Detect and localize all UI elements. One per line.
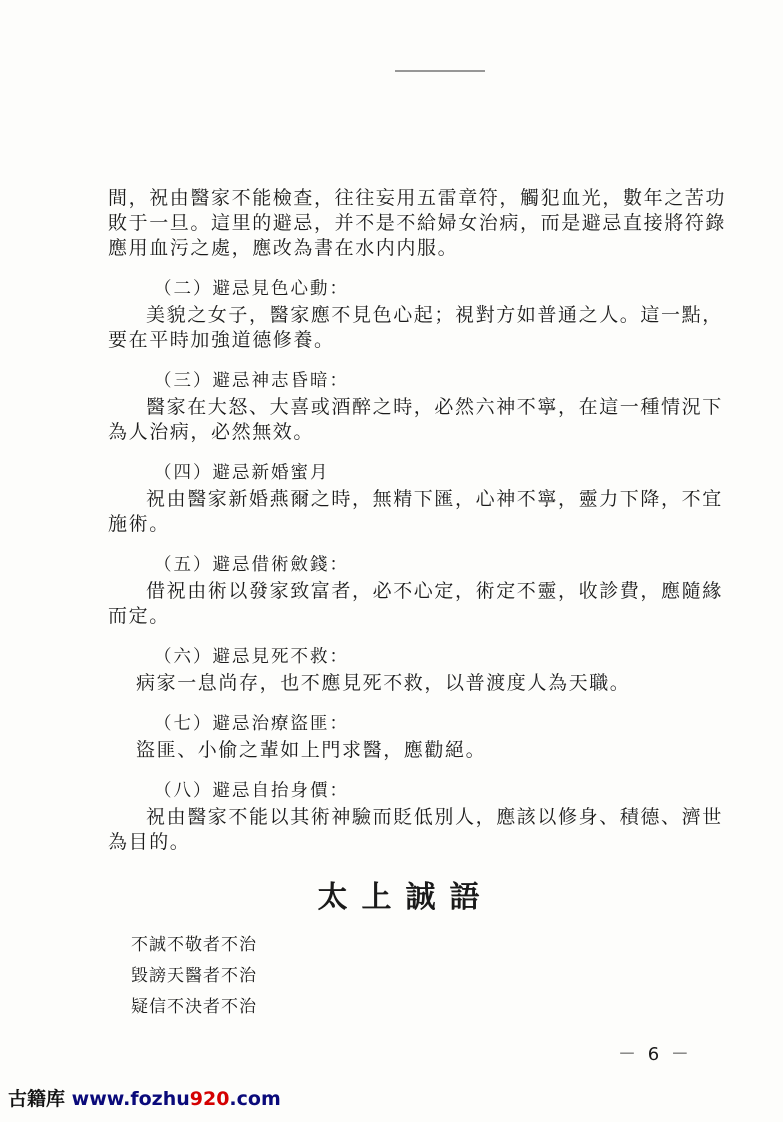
section-line: 醫家在大怒、大喜或酒醉之時，必然六神不寧，在這一種情況下 xyxy=(146,396,723,418)
watermark-pre: www. xyxy=(71,1088,131,1110)
section-line: 祝由醫家不能以其術神驗而貶低別人，應該以修身、積德、濟世 xyxy=(146,806,723,828)
section-heading-6: （六）避忌見死不救： xyxy=(154,647,349,667)
section-heading-2: （二）避忌見色心動： xyxy=(154,279,349,299)
section-title: 太上誠語 xyxy=(317,880,494,915)
page-body xyxy=(108,186,727,855)
body-line: 應用血污之處，應改為書在水内内服。 xyxy=(108,237,459,259)
watermark-name: 古籍库 xyxy=(8,1088,66,1110)
section-line: 盜匪、小偷之輩如上門求醫，應勸絕。 xyxy=(136,739,487,761)
watermark-brand: fozhu xyxy=(130,1088,190,1110)
section-line: 借祝由術以發家致富者，必不心定，術定不靈，收診費，應隨緣 xyxy=(146,580,723,602)
top-rule xyxy=(395,70,485,72)
section-line: 要在平時加強道德修養。 xyxy=(108,329,335,351)
saying-item: 不誠不敬者不治 xyxy=(131,935,257,955)
section-heading-7: （七）避忌治療盜匪： xyxy=(154,714,349,734)
watermark-tld: .com xyxy=(229,1088,281,1110)
section-line: 而定。 xyxy=(108,605,170,627)
section-heading-5: （五）避忌借術斂錢： xyxy=(154,555,349,575)
section-line: 為目的。 xyxy=(108,831,191,853)
saying-item: 毀謗天醫者不治 xyxy=(131,966,257,986)
section-line: 施術。 xyxy=(108,513,170,535)
section-line: 為人治病，必然無效。 xyxy=(108,421,315,443)
saying-item: 疑信不決者不治 xyxy=(131,997,257,1017)
section-heading-8: （八）避忌自抬身價： xyxy=(154,781,349,801)
body-line: 間，祝由醫家不能檢查，往往妄用五雷章符，觸犯血光，數年之苦功 xyxy=(108,187,727,209)
section-heading-3: （三）避忌神志昏暗： xyxy=(154,371,349,391)
watermark xyxy=(8,1084,281,1111)
section-line: 美貌之女子，醫家應不見色心起；視對方如普通之人。這一點， xyxy=(146,304,723,326)
section-line: 病家一息尚存，也不應見死不救，以普渡度人為天職。 xyxy=(136,672,631,694)
watermark-num: 920 xyxy=(189,1088,230,1110)
sayings-list xyxy=(131,930,257,1023)
section-heading-4: （四）避忌新婚蜜月 xyxy=(154,463,330,483)
section-line: 祝由醫家新婚燕爾之時，無精下匯，心神不寧，靈力下降，不宜 xyxy=(146,488,723,510)
body-line: 敗于一旦。這里的避忌，并不是不給婦女治病，而是避忌直接將符錄 xyxy=(108,212,727,234)
page-number: － 6 － xyxy=(618,1044,692,1065)
